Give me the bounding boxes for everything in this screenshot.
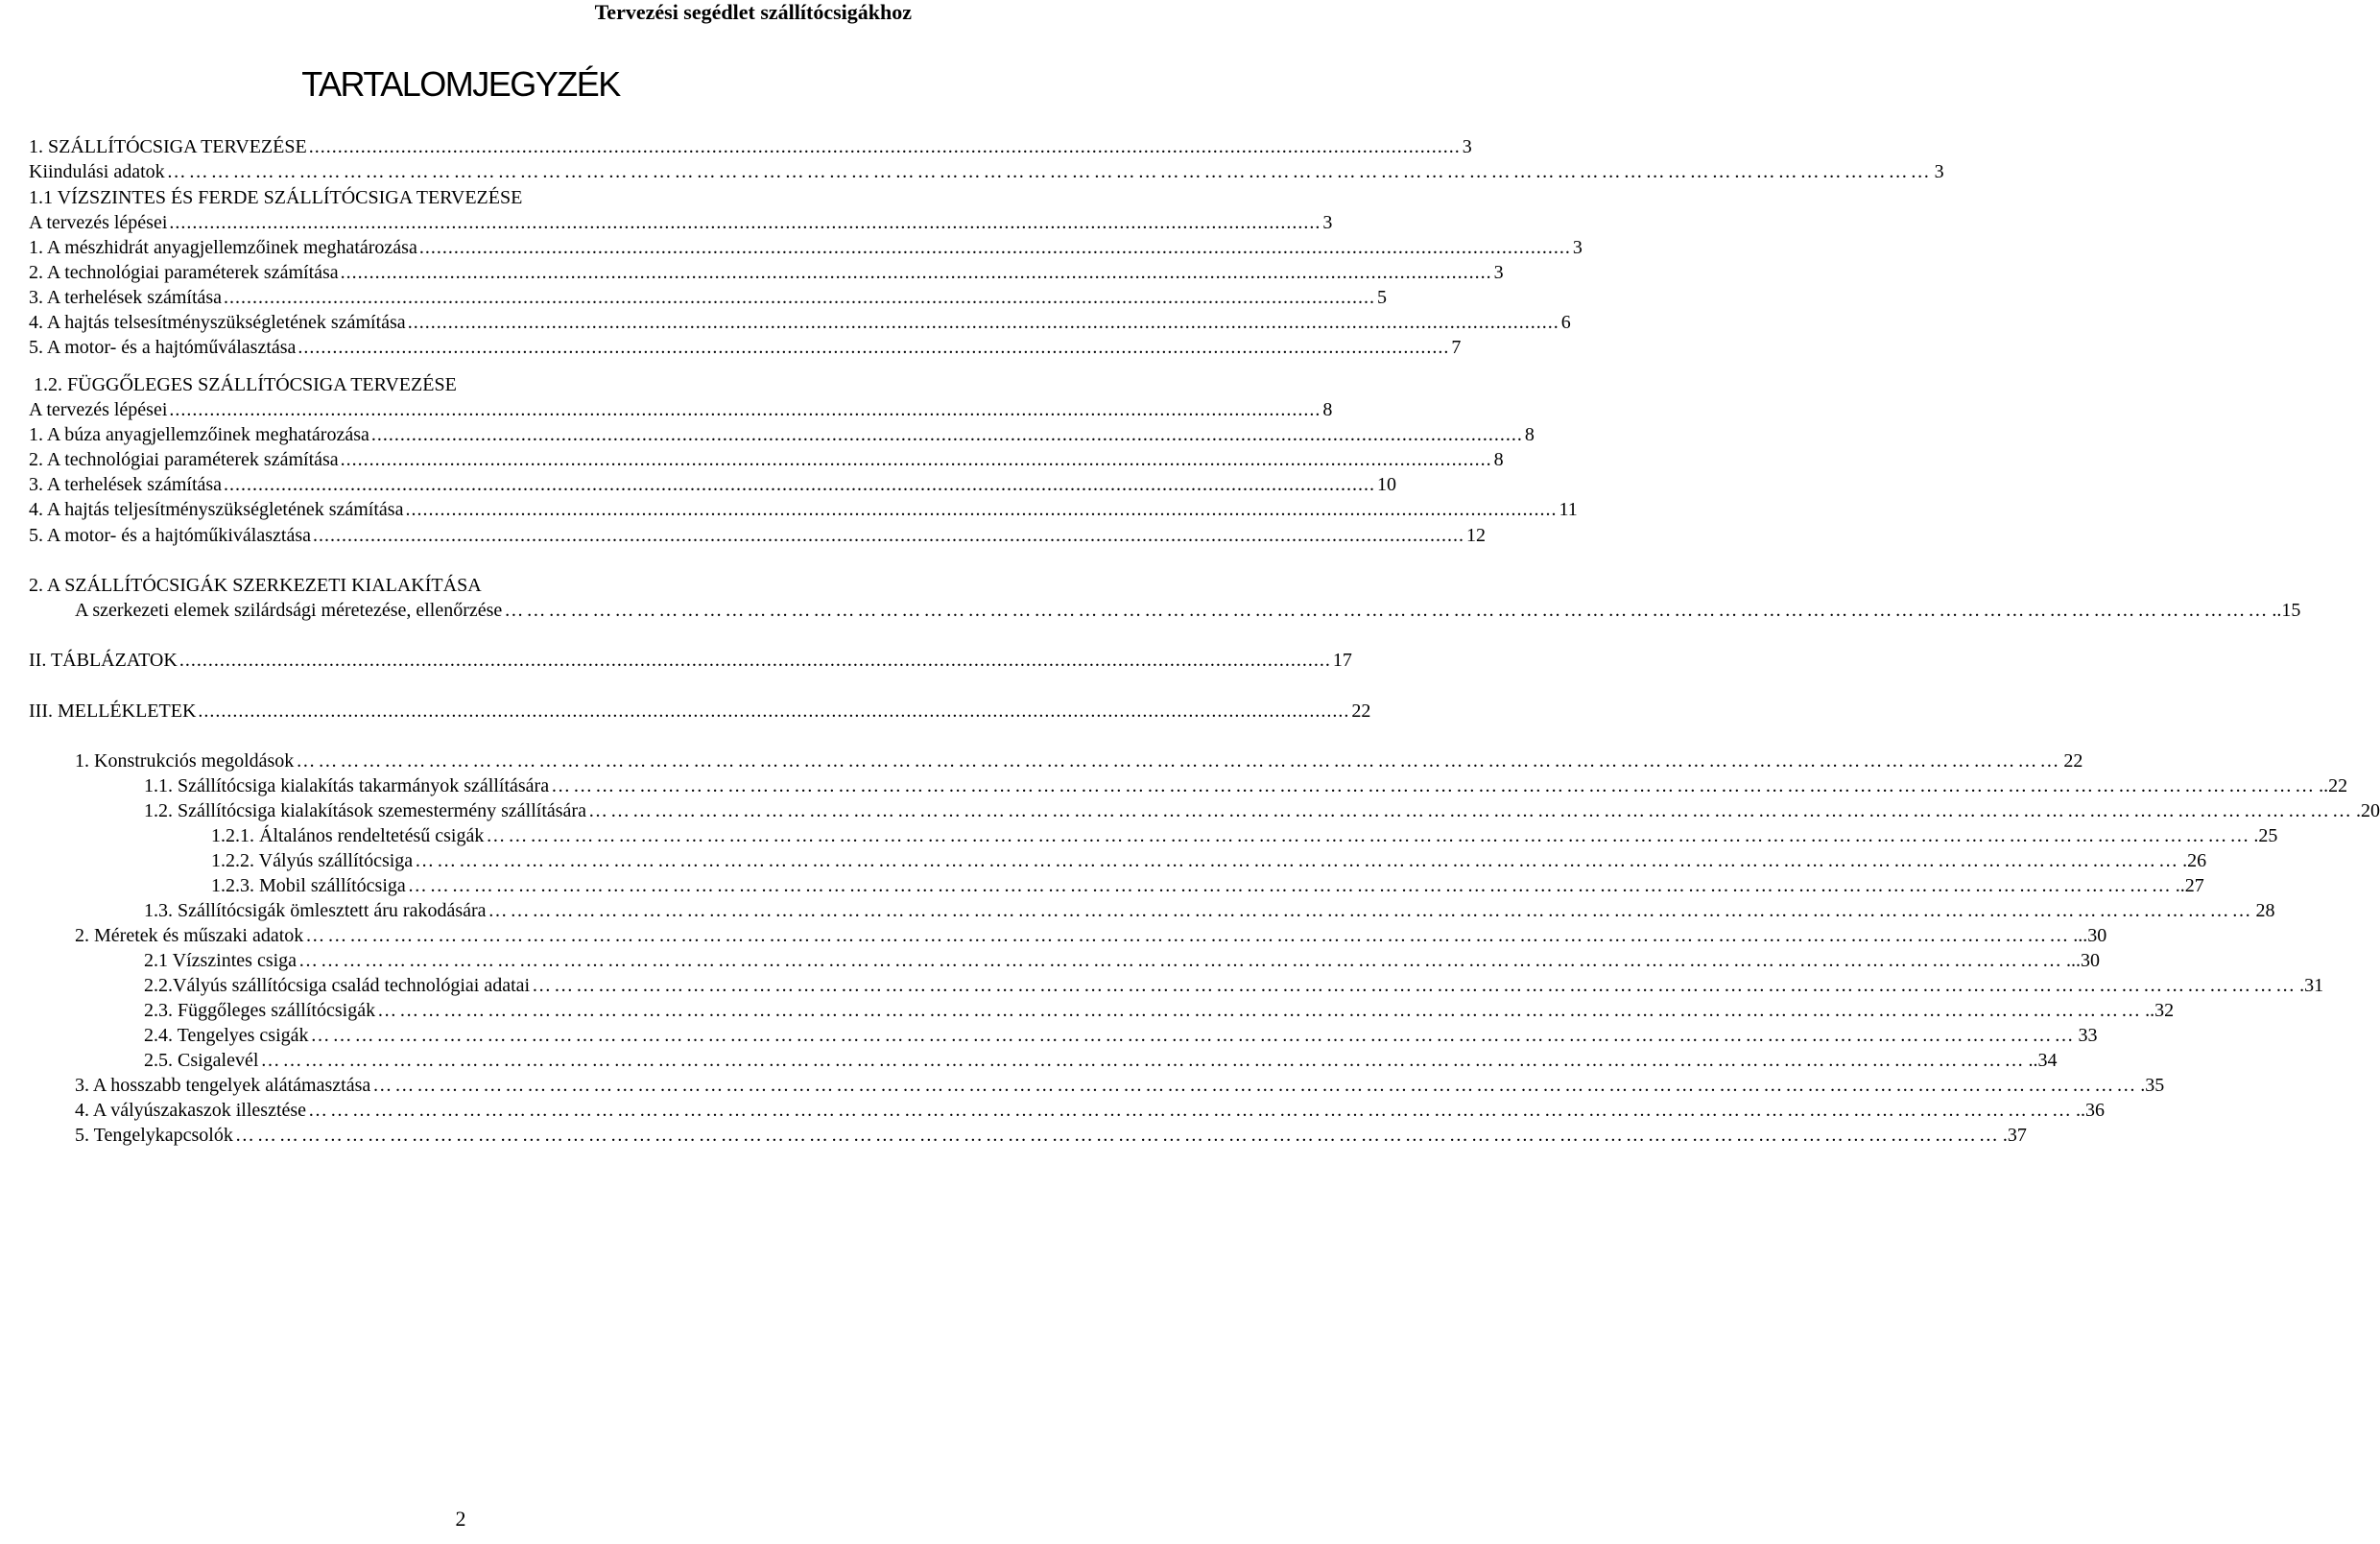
toc-entry-label: A tervezés lépései <box>29 399 168 420</box>
toc-leader: …………………………………………………………………………………………………………………………………………………………………………………………………………………… <box>298 950 2065 971</box>
toc-leader: ........................................................................................................................................................................................................ <box>418 237 1571 258</box>
toc-leader: ........................................................................................................................................................................................................ <box>224 474 1376 495</box>
toc-entry-label: 3. A terhelések számítása <box>29 287 223 308</box>
toc-entry-label: Kiindulási adatok <box>29 161 165 182</box>
toc-entry-label: 2. A technológiai paraméterek számítása <box>29 262 339 283</box>
toc-entry[interactable] <box>29 472 1397 497</box>
toc-entry[interactable] <box>144 998 2175 1023</box>
toc-entry[interactable] <box>29 185 522 210</box>
toc-entry-label: 1. Konstrukciós megoldások <box>75 750 295 772</box>
toc-entry-page: ..22 <box>2319 775 2348 796</box>
toc-entry-label: 4. A vályúszakaszok illesztése <box>75 1100 307 1121</box>
toc-entry[interactable] <box>75 923 2107 948</box>
toc-entry-label: 1.2.3. Mobil szállítócsiga <box>211 875 406 896</box>
toc-entry-label: 1.2. FÜGGŐLEGES SZÁLLÍTÓCSIGA TERVEZÉSE <box>34 374 457 395</box>
toc-entry-page: 11 <box>1559 499 1578 520</box>
toc-entry-label: 1.2. Szállítócsiga kialakítások szemestermény szállítására <box>144 800 586 821</box>
toc-leader: …………………………………………………………………………………………………………………………………………………………………………………………………………………… <box>308 1100 2075 1121</box>
toc-entry-label: II. TÁBLÁZATOK <box>29 650 178 671</box>
toc-entry[interactable] <box>29 699 1371 724</box>
toc-leader: …………………………………………………………………………………………………………………………………………………………………………………………………………………… <box>532 975 2298 996</box>
toc-entry-page: ..27 <box>2175 875 2204 896</box>
toc-entry[interactable] <box>75 1073 2165 1098</box>
toc-leader: ........................................................................................................................................................................................................ <box>405 499 1558 520</box>
toc-leader: …………………………………………………………………………………………………………………………………………………………………………………………………………………… <box>166 161 1933 182</box>
toc-entry-label: 4. A hajtás telsesítményszükségletének számítása <box>29 312 406 333</box>
toc-entry[interactable] <box>144 1048 2058 1073</box>
toc-entry-label: 3. A terhelések számítása <box>29 474 223 495</box>
toc-entry-label: 2.2.Vályús szállítócsiga család technológiai adatai <box>144 975 531 996</box>
toc-entry-label: 1.2.1. Általános rendeltetésű csigák <box>211 825 485 846</box>
toc-leader: ........................................................................................................................................................................................................ <box>407 312 1559 333</box>
toc-entry[interactable] <box>29 335 1462 360</box>
toc-entry[interactable] <box>29 422 1535 447</box>
toc-leader: ........................................................................................................................................................................................................ <box>169 399 1321 420</box>
toc-entry-label: 2.3. Függőleges szállítócsigák <box>144 1000 376 1021</box>
toc-entry-label: 2.5. Csigalevél <box>144 1050 259 1071</box>
toc-entry-page: ..32 <box>2145 1000 2175 1021</box>
toc-entry-page: ..36 <box>2076 1100 2106 1121</box>
toc-entry-label: 3. A hosszabb tengelyek alátámasztása <box>75 1075 371 1096</box>
toc-entry-page: 28 <box>2255 900 2275 921</box>
toc-entry-page: .20 <box>2355 800 2380 821</box>
toc-entry-label: 1.1. Szállítócsiga kialakítás takarmányok szállítására <box>144 775 550 796</box>
toc-leader: ........................................................................................................................................................................................................ <box>169 212 1321 233</box>
toc-leader: …………………………………………………………………………………………………………………………………………………………………………………………………………………… <box>296 750 2062 772</box>
toc-entry-label: 2.4. Tengelyes csigák <box>144 1025 309 1046</box>
toc-entry[interactable] <box>144 948 2101 973</box>
toc-entry[interactable] <box>29 260 1504 285</box>
toc-entry-label: 1. A búza anyagjellemzőinek meghatározása <box>29 424 369 445</box>
toc-entry[interactable] <box>29 497 1578 522</box>
toc-entry-page: 22 <box>1351 701 1371 722</box>
toc-entry-page: .26 <box>2182 850 2207 871</box>
toc-entry-label: A szerkezeti elemek szilárdsági méretezése, ellenőrzése <box>75 600 503 621</box>
toc-entry-label: 2. Méretek és műszaki adatok <box>75 925 304 946</box>
toc-entry-page: .37 <box>2002 1125 2027 1146</box>
toc-leader: …………………………………………………………………………………………………………………………………………………………………………………………………………………… <box>551 775 2318 796</box>
toc-entry[interactable] <box>144 973 2324 998</box>
toc-entry[interactable] <box>211 823 2278 848</box>
toc-entry[interactable] <box>29 397 1333 422</box>
toc-entry-page: 3 <box>1493 262 1504 283</box>
toc-leader: …………………………………………………………………………………………………………………………………………………………………………………………………………………… <box>486 825 2252 846</box>
toc-leader: …………………………………………………………………………………………………………………………………………………………………………………………………………………… <box>234 1125 2001 1146</box>
toc-entry-label: 5. Tengelykapcsolók <box>75 1125 233 1146</box>
toc-entry-page: 3 <box>1462 136 1472 157</box>
toc-entry-page: 3 <box>1572 237 1583 258</box>
toc-leader: …………………………………………………………………………………………………………………………………………………………………………………………………………………… <box>305 925 2072 946</box>
page-number: 2 <box>455 1507 466 1531</box>
toc-leader: ........................................................................................................................................................................................................ <box>308 136 1461 157</box>
toc-leader: ........................................................................................................................................................................................................ <box>340 262 1492 283</box>
toc-leader: ........................................................................................................................................................................................................ <box>312 525 1464 546</box>
toc-entry-page: .25 <box>2253 825 2278 846</box>
toc-entry-label: 1. A mészhidrát anyagjellemzőinek meghatározása <box>29 237 417 258</box>
toc-entry[interactable] <box>29 310 1571 335</box>
toc-entry-label: 1.3. Szállítócsigák ömlesztett áru rakodására <box>144 900 487 921</box>
toc-entry[interactable] <box>29 523 1486 548</box>
toc-entry-page: 5 <box>1377 287 1388 308</box>
toc-entry-label: 5. A motor- és a hajtóműkiválasztása <box>29 525 311 546</box>
toc-entry[interactable] <box>29 235 1583 260</box>
toc-leader: ........................................................................................................................................................................................................ <box>298 337 1450 358</box>
toc-entry[interactable] <box>144 773 2348 798</box>
toc-leader: …………………………………………………………………………………………………………………………………………………………………………………………………………………… <box>415 850 2181 871</box>
toc-entry[interactable] <box>29 159 1944 184</box>
toc-entry-page: 8 <box>1493 449 1504 470</box>
toc-entry-page: .31 <box>2299 975 2324 996</box>
toc-entry-label: 5. A motor- és a hajtóműválasztása <box>29 337 297 358</box>
toc-entry-label: 1.1 VÍZSZINTES ÉS FERDE SZÁLLÍTÓCSIGA TERVEZÉSE <box>29 187 523 208</box>
toc-entry-page: 10 <box>1377 474 1397 495</box>
toc-entry-page: ..34 <box>2028 1050 2058 1071</box>
toc-entry-page: 33 <box>2078 1025 2098 1046</box>
toc-entry[interactable] <box>75 598 2301 623</box>
toc-entry-page: 8 <box>1524 424 1535 445</box>
toc-leader: …………………………………………………………………………………………………………………………………………………………………………………………………………………… <box>587 800 2354 821</box>
toc-entry-page: ..15 <box>2272 600 2301 621</box>
toc-leader: …………………………………………………………………………………………………………………………………………………………………………………………………………………… <box>372 1075 2139 1096</box>
toc-leader: ........................................................................................................................................................................................................ <box>370 424 1523 445</box>
toc-leader: ........................................................................................................................................................................................................ <box>198 701 1350 722</box>
toc-entry-label: III. MELLÉKLETEK <box>29 701 197 722</box>
toc-entry[interactable] <box>34 372 457 397</box>
toc-entry[interactable] <box>29 648 1352 673</box>
toc-entry[interactable] <box>75 748 2083 773</box>
toc-leader: ........................................................................................................................................................................................................ <box>178 650 1331 671</box>
toc-entry-label: 2. A SZÁLLÍTÓCSIGÁK SZERKEZETI KIALAKÍTÁSA <box>29 575 482 596</box>
toc-leader: …………………………………………………………………………………………………………………………………………………………………………………………………………………… <box>377 1000 2144 1021</box>
toc-leader: …………………………………………………………………………………………………………………………………………………………………………………………………………………… <box>310 1025 2077 1046</box>
toc-leader: …………………………………………………………………………………………………………………………………………………………………………………………………………………… <box>407 875 2174 896</box>
toc-entry-label: A tervezés lépései <box>29 212 168 233</box>
toc-entry-page: 7 <box>1451 337 1462 358</box>
toc-leader: …………………………………………………………………………………………………………………………………………………………………………………………………………………… <box>260 1050 2027 1071</box>
toc-entry-page: 12 <box>1465 525 1486 546</box>
toc-entry[interactable] <box>29 447 1504 472</box>
toc-entry[interactable] <box>29 210 1333 235</box>
toc-entry-page: ...30 <box>2066 950 2101 971</box>
toc-entry-page: 22 <box>2063 750 2083 772</box>
toc-leader: ........................................................................................................................................................................................................ <box>340 449 1492 470</box>
toc-entry-page: ...30 <box>2073 925 2107 946</box>
toc-entry[interactable] <box>29 285 1388 310</box>
toc-entry-label: 1.2.2. Vályús szállítócsiga <box>211 850 414 871</box>
toc-entry-label: 1. SZÁLLÍTÓCSIGA TERVEZÉSE <box>29 136 307 157</box>
toc-leader: ........................................................................................................................................................................................................ <box>224 287 1376 308</box>
running-header: Tervezési segédlet szállítócsigákhoz <box>594 0 912 24</box>
toc-leader: …………………………………………………………………………………………………………………………………………………………………………………………………………………… <box>488 900 2254 921</box>
toc-entry-page: 3 <box>1934 161 1944 182</box>
page-title: TARTALOMJEGYZÉK <box>301 64 620 104</box>
toc-entry[interactable] <box>144 798 2380 823</box>
toc-entry[interactable] <box>75 1098 2106 1123</box>
toc-entry[interactable] <box>211 873 2204 898</box>
toc-entry-page: 8 <box>1322 399 1333 420</box>
toc-entry[interactable] <box>144 898 2275 923</box>
toc-entry[interactable] <box>29 573 482 598</box>
toc-entry-page: 6 <box>1560 312 1571 333</box>
toc-entry-label: 2.1 Vízszintes csiga <box>144 950 298 971</box>
toc-entry[interactable] <box>144 1023 2098 1048</box>
toc-leader: …………………………………………………………………………………………………………………………………………………………………………………………………………………… <box>504 600 2271 621</box>
toc-entry[interactable] <box>75 1123 2027 1148</box>
toc-entry-page: .35 <box>2140 1075 2165 1096</box>
toc-entry-label: 4. A hajtás teljesítményszükségletének számítása <box>29 499 404 520</box>
toc-entry[interactable] <box>29 134 1472 159</box>
toc-entry-page: 3 <box>1322 212 1333 233</box>
toc-entry-page: 17 <box>1332 650 1352 671</box>
toc-entry[interactable] <box>211 848 2207 873</box>
toc-entry-label: 2. A technológiai paraméterek számítása <box>29 449 339 470</box>
